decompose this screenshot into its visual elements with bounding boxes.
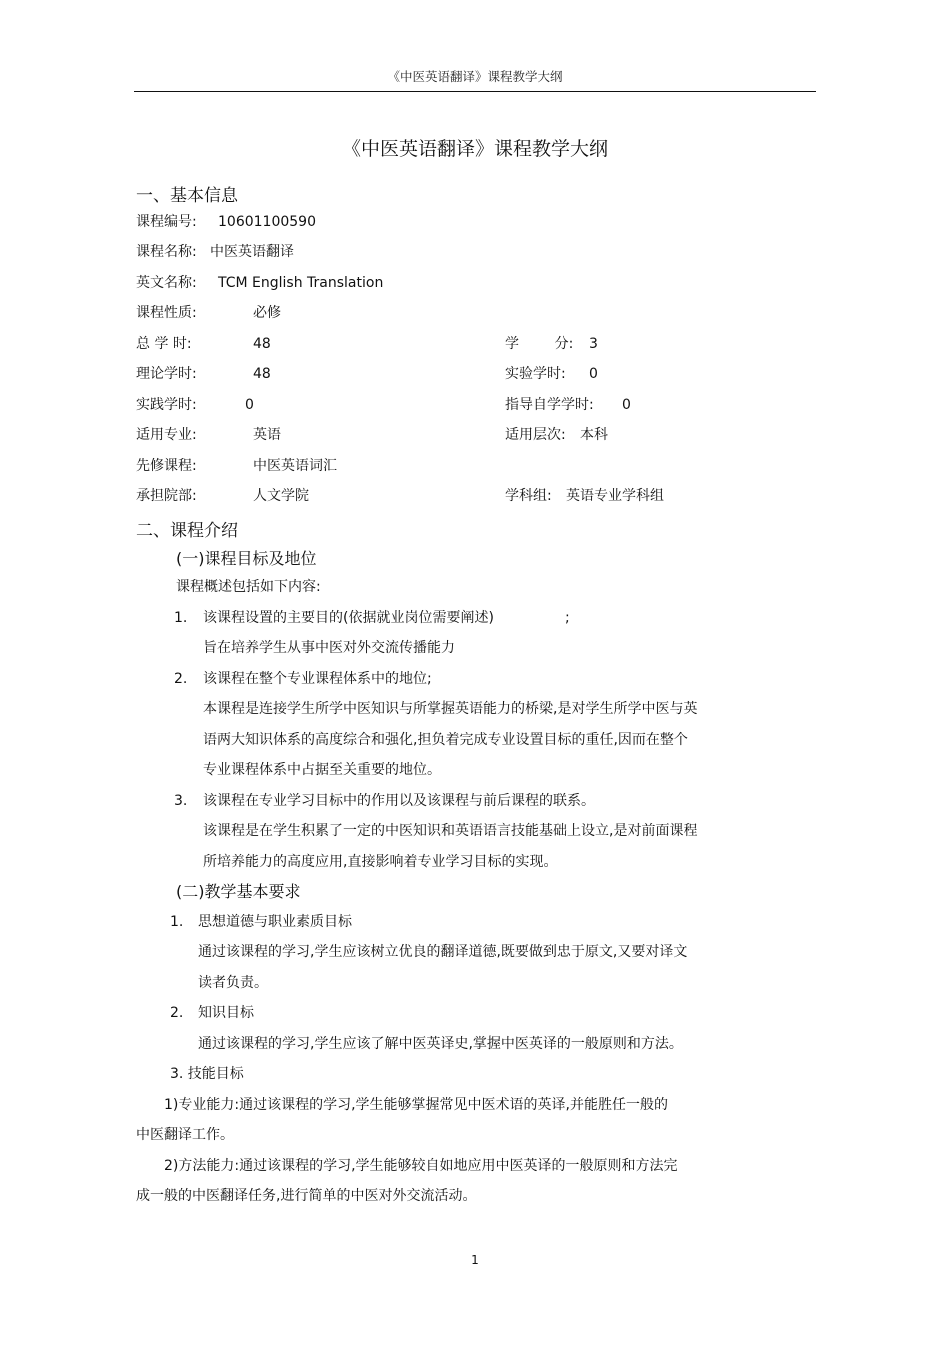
list-item-body: 通过该课程的学习,学生应该了解中医英译史,掌握中医英译的一般原则和方法。 [198, 1036, 683, 1052]
course-name-value: 中医英语翻译 [210, 244, 294, 260]
english-name-value: TCM English Translation [218, 275, 384, 291]
section-heading-basic-info: 一、基本信息 [136, 186, 238, 206]
paragraph-line: 2)方法能力:通过该课程的学习,学生能够较自如地应用中医英译的一般原则和方法完 [164, 1158, 678, 1174]
header-divider [134, 91, 816, 92]
dept-value: 人文学院 [253, 488, 309, 504]
list-item-body: 该课程是在学生积累了一定的中医知识和英语语言技能基础上设立,是对前面课程 [203, 823, 698, 839]
page-number: 1 [471, 1253, 479, 1267]
overview-intro: 课程概述包括如下内容: [176, 579, 321, 595]
level-label: 适用层次: [505, 427, 566, 443]
guided-self-study-value: 0 [622, 397, 631, 413]
list-item-body: 读者负责。 [198, 975, 268, 991]
list-item-number: 1. [170, 914, 184, 930]
major-label: 适用专业: [136, 427, 197, 443]
paragraph-line: 中医翻译工作。 [136, 1127, 234, 1143]
course-code-label: 课程编号: [136, 214, 197, 230]
list-item-body: 专业课程体系中占据至关重要的地位。 [203, 762, 441, 778]
list-item-title: 知识目标 [198, 1005, 254, 1021]
total-hours-value: 48 [253, 336, 271, 352]
list-item-body: 本课程是连接学生所学中医知识与所掌握英语能力的桥梁,是对学生所学中医与英 [203, 701, 698, 717]
list-item-number: 1. [174, 610, 188, 626]
list-item-number: 2. [170, 1005, 184, 1021]
list-item-body: 所培养能力的高度应用,直接影响着专业学习目标的实现。 [203, 854, 558, 870]
nature-value: 必修 [253, 305, 281, 321]
total-hours-label: 总 学 时: [136, 336, 192, 352]
course-code-value: 10601100590 [218, 214, 316, 230]
lab-hours-label: 实验学时: [505, 366, 566, 382]
list-item-number: 3. [174, 793, 188, 809]
list-item-punctuation: ; [565, 610, 570, 626]
list-item-number: 2. [174, 671, 188, 687]
theory-hours-value: 48 [253, 366, 271, 382]
lab-hours-value: 0 [589, 366, 598, 382]
list-item-title: 思想道德与职业素质目标 [198, 914, 352, 930]
group-value: 英语专业学科组 [566, 488, 664, 504]
prereq-value: 中医英语词汇 [253, 458, 337, 474]
nature-label: 课程性质: [136, 305, 197, 321]
running-header: 《中医英语翻译》课程教学大纲 [387, 69, 563, 84]
subsection-heading-goals: (一)课程目标及地位 [176, 549, 317, 568]
list-item-title: 该课程设置的主要目的(依据就业岗位需要阐述) [203, 610, 494, 626]
list-item-title: 该课程在整个专业课程体系中的地位; [203, 671, 432, 687]
major-value: 英语 [253, 427, 281, 443]
course-name-label: 课程名称: [136, 244, 197, 260]
document-title: 《中医英语翻译》课程教学大纲 [341, 138, 608, 160]
prereq-label: 先修课程: [136, 458, 197, 474]
credits-value: 3 [589, 336, 598, 352]
subsection-heading-requirements: (二)教学基本要求 [176, 882, 301, 901]
theory-hours-label: 理论学时: [136, 366, 197, 382]
paragraph-line: 1)专业能力:通过该课程的学习,学生能够掌握常见中医术语的英译,并能胜任一般的 [164, 1097, 668, 1113]
credits-label: 学 分: [505, 336, 574, 352]
list-item-body: 通过该课程的学习,学生应该树立优良的翻译道德,既要做到忠于原文,又要对译文 [198, 944, 688, 960]
list-item-title: 3. 技能目标 [170, 1066, 244, 1082]
list-item-body: 旨在培养学生从事中医对外交流传播能力 [203, 640, 455, 656]
guided-self-study-label: 指导自学学时: [505, 397, 594, 413]
english-name-label: 英文名称: [136, 275, 197, 291]
practice-hours-label: 实践学时: [136, 397, 197, 413]
practice-hours-value: 0 [245, 397, 254, 413]
list-item-body: 语两大知识体系的高度综合和强化,担负着完成专业设置目标的重任,因而在整个 [203, 732, 688, 748]
list-item-title: 该课程在专业学习目标中的作用以及该课程与前后课程的联系。 [203, 793, 595, 809]
paragraph-line: 成一般的中医翻译任务,进行简单的中医对外交流活动。 [136, 1188, 477, 1204]
level-value: 本科 [580, 427, 608, 443]
section-heading-course-intro: 二、课程介绍 [136, 521, 238, 541]
group-label: 学科组: [505, 488, 552, 504]
dept-label: 承担院部: [136, 488, 197, 504]
